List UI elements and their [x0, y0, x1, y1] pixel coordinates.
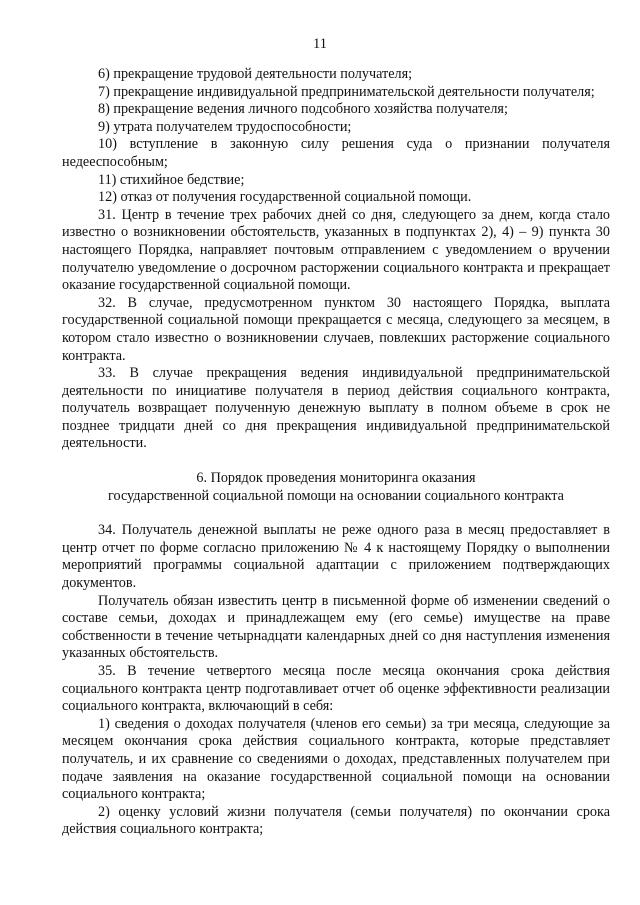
paragraph-clause-31: 31. Центр в течение трех рабочих дней со дня, следующего за днем, когда стало известно о возникновении обстоятельств, указанных в подпунктах 2), 4) – 9) пункта 30 настоящего Порядка, направляет почтовым отправлением с уведомлением о вручении получателю уведомление о досрочном расторжении социального контракта и прекращает оказание государственной социальной помощи.	[62, 206, 610, 294]
paragraph-subitem-1: 1) сведения о доходах получателя (членов его семьи) за три месяца, следующие за месяцем окончания срока действия социального контракта, которые представляет получатель, и их сравнение со сведениями о доходах, представленных получателем при подаче заявления на оказание государственной социальной помощи на основании социального контракта;	[62, 715, 610, 803]
paragraph-item-11: 11) стихийное бедствие;	[98, 171, 245, 188]
paragraph-item-12: 12) отказ от получения государственной социальной помощи.	[98, 189, 472, 206]
paragraph-clause-35: 35. В течение четвертого месяца после месяца окончания срока действия социального контракта центр подготавливает отчет об оценке эффективности реализации социального контракта, включающий в себя:	[62, 663, 610, 715]
section-spacer	[62, 453, 610, 470]
paragraph-item-7: 7) прекращение индивидуальной предпринимательской деятельности получателя;	[98, 83, 595, 100]
paragraph-subitem-2: 2) оценку условий жизни получателя (семьи получателя) по окончании срока действия социального контракта;	[62, 803, 610, 838]
paragraph-clause-32: 32. В случае, предусмотренном пунктом 30 настоящего Порядка, выплата государственной социальной помощи прекращается с месяца, следующего за месяцем, в котором стало известно о возникновении случаев, повлекших расторжение социального контракта.	[62, 294, 610, 364]
section-spacer	[62, 505, 610, 522]
paragraph-notification-duty: Получатель обязан известить центр в письменной форме об изменении сведений о составе семьи, доходах и принадлежащем ему (его семье) имуществе на праве собственности в течение четырнадцати календарных дней со дня наступления изменения указанных обстоятельств.	[62, 592, 610, 662]
section-heading-line-2: государственной социальной помощи на основании социального контракта	[108, 487, 564, 504]
section-heading-line-1: 6. Порядок проведения мониторинга оказания	[196, 470, 476, 487]
page-number: 11	[313, 36, 327, 52]
paragraph-item-8: 8) прекращение ведения личного подсобного хозяйства получателя;	[98, 101, 508, 118]
paragraph-clause-33: 33. В случае прекращения ведения индивидуальной предпринимательской деятельности по инициативе получателя в период действия социального контракта, получатель возвращает полученную денежную выплату в полном объеме в срок не позднее тридцати дней со дня прекращения индивидуальной предпринимательской деятельности.	[62, 365, 610, 452]
paragraph-item-10: 10) вступление в законную силу решения суда о признании получателя недееспособным;	[62, 136, 610, 170]
document-body	[62, 66, 610, 839]
paragraph-item-6: 6) прекращение трудовой деятельности получателя;	[98, 66, 413, 82]
paragraph-item-9: 9) утрата получателем трудоспособности;	[98, 118, 352, 135]
paragraph-clause-34: 34. Получатель денежной выплаты не реже одного раза в месяц предоставляет в центр отчет по форме согласно приложению № 4 к настоящему Порядку о выполнении мероприятий программы социальной адаптации с приложением подтверждающих документов.	[62, 522, 610, 592]
